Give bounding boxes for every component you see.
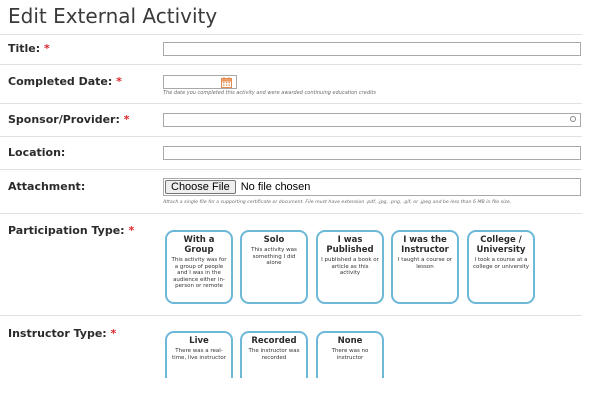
option-title: None [337, 336, 363, 346]
participation-option-solo[interactable] [240, 230, 308, 304]
file-status: No file chosen [240, 181, 311, 193]
participation-type-label [8, 224, 134, 237]
option-title: Live [189, 336, 209, 346]
divider [0, 34, 582, 35]
option-description: I taught a course or lesson [397, 257, 453, 270]
bottom-fade [0, 378, 600, 405]
divider [0, 169, 582, 170]
divider [0, 315, 582, 316]
required-marker: * [44, 42, 50, 55]
location-label-text: Location: [8, 146, 66, 159]
page-title: Edit External Activity [8, 4, 218, 28]
loading-circle-icon [570, 116, 576, 122]
title-label-text: Title: [8, 42, 41, 55]
option-description: There was no instructor [331, 348, 369, 361]
divider [0, 136, 582, 137]
option-description: I took a course at a college or university [472, 257, 530, 270]
participation-option-i-was-the-instructor[interactable] [391, 230, 459, 304]
participation-option-with-a-group[interactable] [165, 230, 233, 304]
required-marker: * [110, 327, 117, 340]
instructor-type-label-text: Instructor Type: [8, 327, 107, 340]
location-label [8, 146, 65, 159]
required-marker: * [128, 224, 135, 237]
option-title: Recorded [251, 336, 297, 346]
participation-option-i-was-published[interactable] [316, 230, 384, 304]
option-description: There was a real-time, live instructor [172, 348, 226, 361]
choose-file-button[interactable]: Choose File [165, 180, 236, 194]
divider [0, 103, 582, 104]
attachment-help: Attach a single file for a supporting certificate or document. File must have extension .pdf, .jpg, .png, .gif, or .jpeg and be less than 6 MB in file size. [163, 200, 512, 205]
option-description: This activity was for a group of people and I was in the audience either in-person or remote [171, 257, 227, 290]
option-title: College / University [476, 235, 526, 255]
completed-date-label-text: Completed Date: [8, 75, 113, 88]
divider [0, 213, 582, 214]
option-description: The instructor was recorded [248, 348, 300, 361]
attachment-label-text: Attachment: [8, 180, 86, 193]
option-title: I was Published [326, 235, 374, 255]
attachment-file-input[interactable] [163, 178, 581, 196]
completed-date-help: The date you completed this activity and were awarded continuing education credits [163, 90, 376, 96]
sponsor-input[interactable] [163, 113, 581, 127]
option-title: With a Group [183, 235, 215, 255]
option-title: I was the Instructor [401, 235, 449, 255]
option-description: I published a book or article as this activity [321, 257, 379, 277]
divider [0, 64, 582, 65]
required-marker: * [123, 113, 130, 126]
calendar-icon[interactable] [221, 77, 232, 88]
attachment-label [8, 180, 85, 193]
sponsor-label-text: Sponsor/Provider: [8, 113, 120, 126]
title-input[interactable] [163, 42, 581, 56]
location-input[interactable] [163, 146, 581, 160]
title-label [8, 42, 50, 55]
option-description: This activity was something I did alone [251, 247, 297, 267]
instructor-type-label [8, 327, 116, 340]
option-title: Solo [263, 235, 285, 245]
completed-date-label [8, 75, 122, 88]
participation-type-label-text: Participation Type: [8, 224, 125, 237]
participation-option-college-university[interactable] [467, 230, 535, 304]
required-marker: * [116, 75, 122, 88]
sponsor-label [8, 113, 129, 126]
